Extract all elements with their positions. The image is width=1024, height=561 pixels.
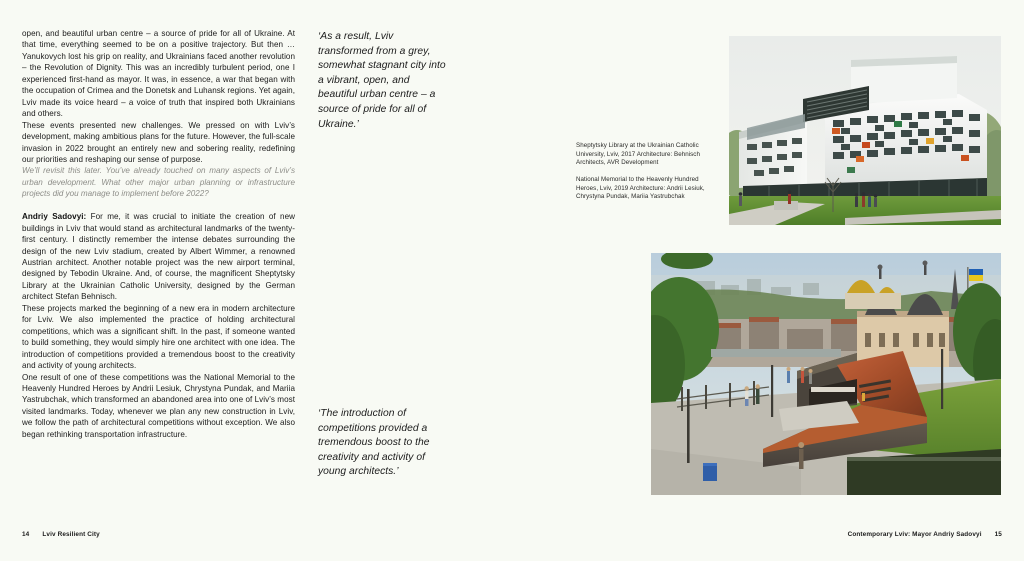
body-text-column: [22, 28, 295, 440]
memorial-photo-graphic: [651, 253, 1001, 495]
left-running-title: Lviv Resilient City: [42, 531, 100, 538]
answer-paragraph-competitions: These projects marked the beginning of a new era in modern architecture for Lviv. We also implemented the practice of holding architectural competitions, which was a significant shift. In the past, if someone wanted to build something, they would simply hire one architect with one idea. The introduction of competitions provided a tremendous boost to the creativity and activity of young architects.: [22, 303, 295, 371]
sheptytsky-library-photo: [729, 36, 1001, 225]
speaker-name: Andriy Sadovyi:: [22, 212, 87, 222]
interviewer-question: We’ll revisit this later. You’ve already touched on many aspects of Lviv’s urban development. What other major urban planning or infrastructure projects did you manage to implement before 2022?: [22, 166, 295, 199]
pull-quote-transformation: ‘As a result, Lviv transformed from a grey, somewhat stagnant city into a vibrant, open, and beautiful urban centre – a source of pride for all of Ukraine.’: [318, 31, 446, 130]
right-running-title: Contemporary Lviv: Mayor Andriy Sadovyi: [847, 531, 982, 538]
caption-sheptytsky-library: Sheptytsky Library at the Ukrainian Catholic University, Lviv, 2017 Architecture: Behnisch Architects, AVR Development: [576, 142, 700, 167]
photo-captions: [576, 142, 716, 202]
paragraph-challenges: These events presented new challenges. We pressed on with Lviv’s development, making ambitious plans for the future. However, the full-scale invasion in 2022 brought an entirely new and sobering reality, redefining our priorities and reshaping our sense of purpose.: [22, 120, 295, 164]
caption-heavenly-hundred-memorial: National Memorial to the Heavenly Hundred Heroes, Lviv, 2019 Architecture: Andrii Lesiuk, Chrystyna Pundak, Mariia Yastrubchak: [576, 176, 705, 201]
left-page-footer: [22, 531, 100, 538]
paragraph-continuation: open, and beautiful urban centre – a source of pride for all of Ukraine. At that time, everything seemed to be on a positive trajectory. But then … Yanukovych lost his grip on reality, and Ukrainians faced another revolution – the Revolution of Dignity. This was an incredibly turbulent period, one I experienced first-hand as mayor. It was, in essence, a war that began with the occupation of Crimea and the Donetsk and Luhansk regions. Yet again, Lviv made its voice heard – a voice of truth that inspired both Ukrainians and others.: [22, 29, 295, 119]
pull-quote-competitions: ‘The introduction of competitions provided a tremendous boost to the creativity and activity of young architects.’: [318, 408, 430, 478]
heavenly-hundred-memorial-photo: [651, 253, 1001, 495]
answer-paragraph-memorial: One result of one of these competitions was the National Memorial to the Heavenly Hundred Heroes by Andrii Lesiuk, Chrystyna Pundak, and Mariia Yastrubchak, which transformed an abandoned area into one of Lviv’s most visited landmarks. Today, whenever we plan any new construction in Lviv, we follow the path of architectural competitions without exception. We also began rethinking transportation infrastructure.: [22, 372, 295, 439]
left-page-number: 14: [22, 531, 30, 538]
library-photo-graphic: [729, 36, 1001, 225]
right-page-footer: [848, 531, 1002, 538]
right-page-number: 15: [994, 531, 1002, 538]
right-page: [512, 0, 1024, 561]
answer-text-1: For me, it was crucial to initiate the creation of new buildings in Lviv that would stand as architectural landmarks of the twenty-first century. I distinctly remember the intense debates surrounding the design of the new Lviv stadium, created by Albert Wimmer, a renowned Austrian architect. Another notable project was the new airport terminal, designed by Tebodin Ukraine. And, of course, the magnificent Sheptytsky Library at the Ukrainian Catholic University, designed by the German architect Stefan Behnisch.: [22, 212, 295, 302]
answer-paragraph-landmarks: [22, 211, 295, 303]
